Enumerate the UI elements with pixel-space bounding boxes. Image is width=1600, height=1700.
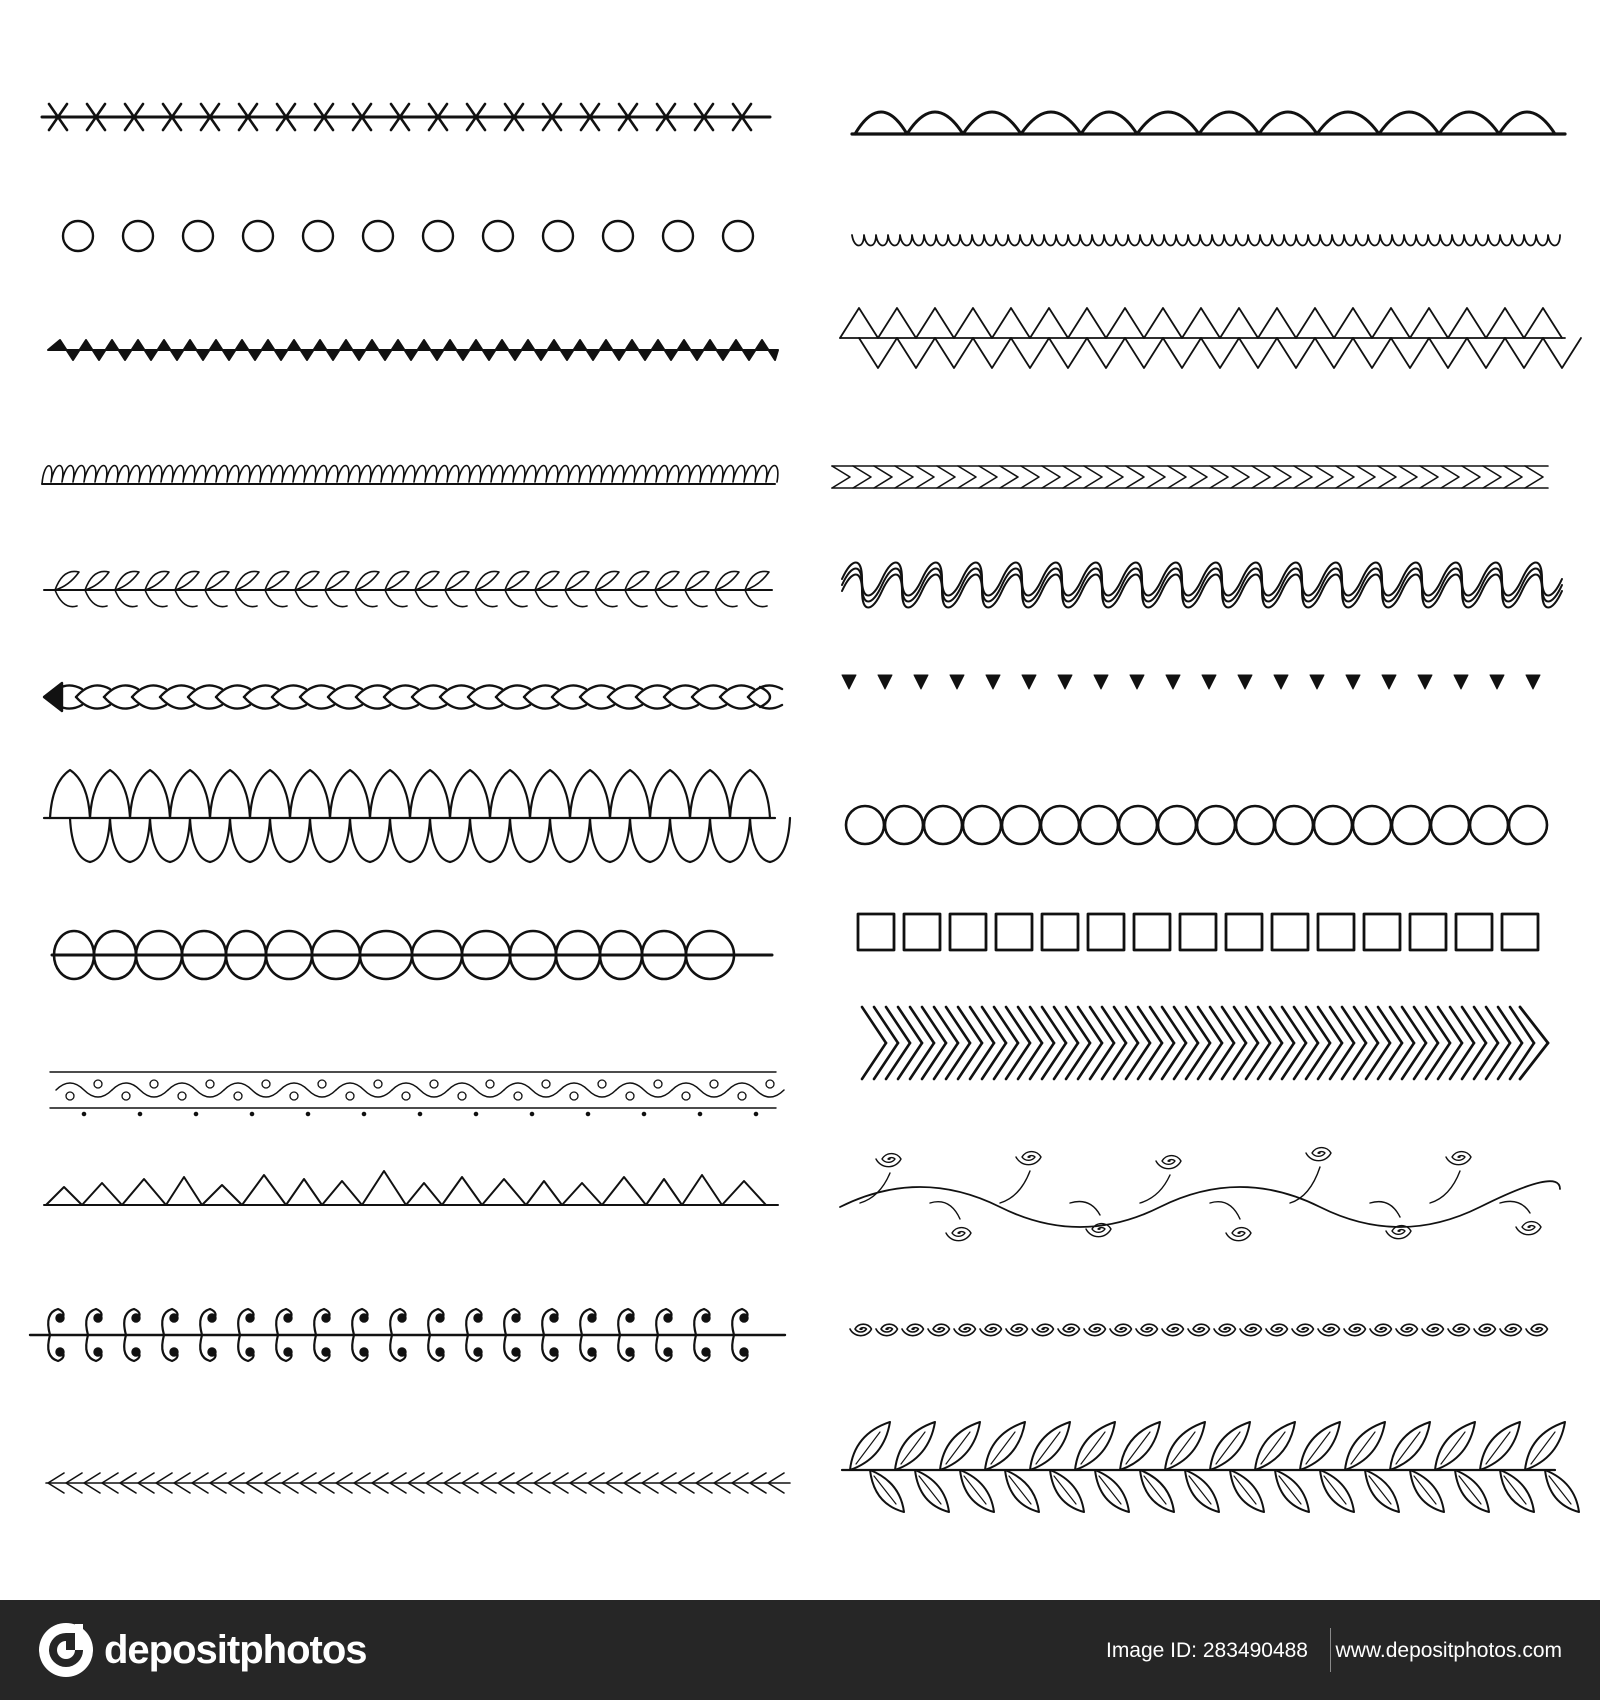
- stock-footer-bar: [0, 1600, 1600, 1700]
- leaf-vine-border: [842, 1422, 1579, 1512]
- spiral-chain-border: [850, 1324, 1548, 1335]
- braided-leaf-border: [44, 683, 782, 711]
- small-triangles-border: [832, 466, 1548, 488]
- footer-divider: [1330, 1628, 1331, 1672]
- triangles-border: [44, 1171, 778, 1205]
- image-id-label: Image ID:: [1105, 1639, 1198, 1662]
- filled-triangles-border: [842, 675, 1540, 689]
- curl-swirl-border: [30, 1309, 785, 1361]
- swirl-vine-border: [840, 1148, 1560, 1241]
- arrowheads-border: [46, 1473, 790, 1493]
- coil-loops-border: [42, 466, 778, 485]
- diamond-triangles-border: [840, 308, 1581, 368]
- brand-wordmark: depositphotos: [104, 1628, 367, 1672]
- chevron-border: [862, 1007, 1548, 1079]
- circles-border: [63, 221, 753, 251]
- wave-ribbon-border: [842, 563, 1562, 608]
- image-id-value: 283490488: [1202, 1639, 1308, 1662]
- image-id: [1106, 1638, 1308, 1664]
- circle-chain-border: [846, 806, 1547, 844]
- square-chain-border: [858, 914, 1538, 950]
- ornamental-scroll-border: [50, 1072, 784, 1116]
- cross-stitch-border: [42, 104, 770, 130]
- site-url-link[interactable]: www.depositphotos.com: [1335, 1639, 1562, 1662]
- zigzag-filled-border: [48, 340, 778, 360]
- leaf-arch-border: [44, 770, 790, 862]
- depositphotos-logo-icon: [38, 1622, 94, 1678]
- half-oval-border: [52, 931, 772, 979]
- scallop-border: [852, 112, 1565, 134]
- leaf-sprig-border: [44, 571, 772, 606]
- loop-squiggle-border: [852, 235, 1560, 246]
